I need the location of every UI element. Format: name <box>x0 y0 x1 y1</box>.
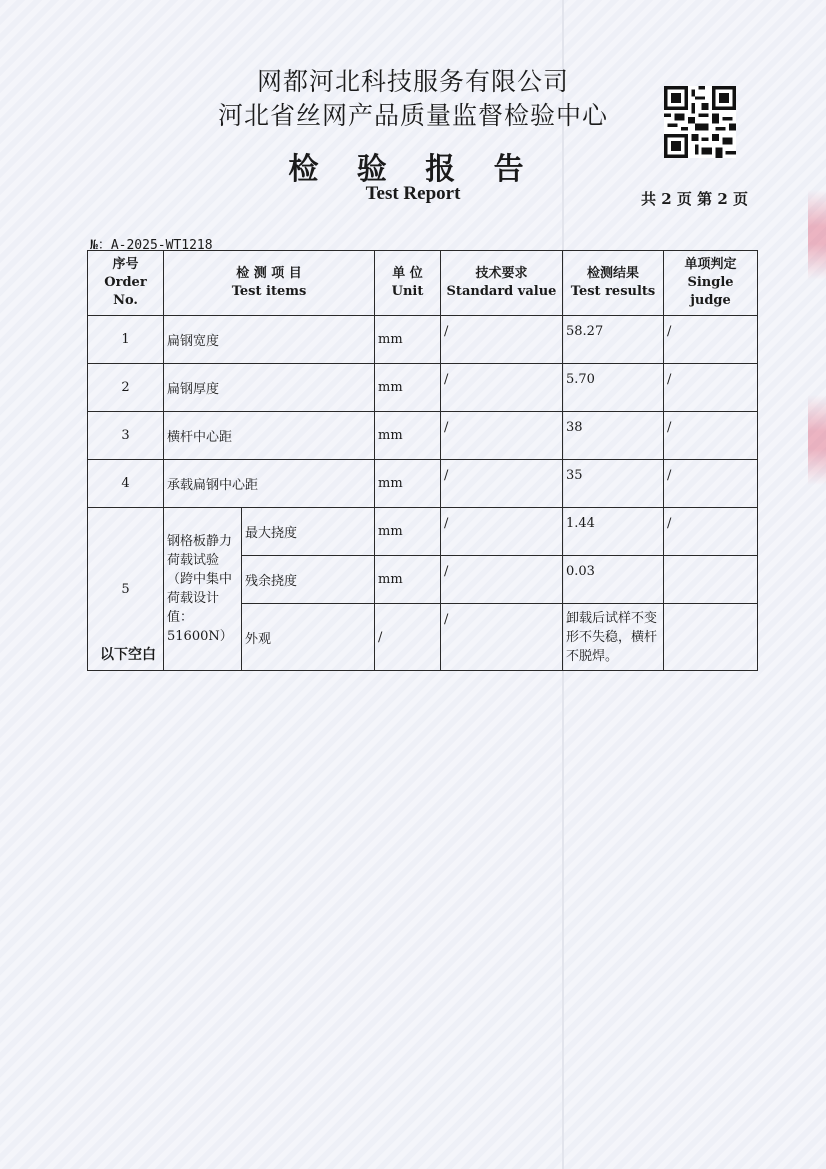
header-items: 检 测 项 目 Test items <box>164 251 375 316</box>
cell-no: 4 <box>88 460 164 508</box>
cell-item: 扁钢厚度 <box>164 364 375 412</box>
cell-unit: mm <box>375 556 441 604</box>
cell-result: 卸载后试样不变形不失稳，横杆不脱焊。 <box>563 604 664 671</box>
seal-edge-mark <box>808 190 826 280</box>
cell-unit: mm <box>375 460 441 508</box>
cell-item: 扁钢宽度 <box>164 316 375 364</box>
cell-standard: / <box>441 556 563 604</box>
report-number: №：A-2025-WT1218 <box>90 238 213 253</box>
cell-result: 35 <box>563 460 664 508</box>
cell-standard: / <box>441 412 563 460</box>
center-name: 河北省丝网产品质量监督检验中心 <box>217 101 608 130</box>
cell-result: 0.03 <box>563 556 664 604</box>
cell-judge: / <box>664 412 758 460</box>
cell-item: 最大挠度 <box>242 508 375 556</box>
cell-result: 38 <box>563 412 664 460</box>
page-count: 共 2 页 第 2 页 <box>641 190 748 208</box>
group-label: 钢格板静力荷载试验（跨中集中荷载设计值：51600N） <box>164 508 242 671</box>
cell-standard: / <box>441 316 563 364</box>
cell-item: 外观 <box>242 604 375 671</box>
cell-standard: / <box>441 508 563 556</box>
cell-no: 3 <box>88 412 164 460</box>
cell-item: 残余挠度 <box>242 556 375 604</box>
cell-unit: mm <box>375 316 441 364</box>
cell-standard: / <box>441 364 563 412</box>
header-result: 检测结果 Test results <box>563 251 664 316</box>
blank-below-note: 以下空白 <box>100 647 156 663</box>
cell-result: 1.44 <box>563 508 664 556</box>
cell-unit: mm <box>375 508 441 556</box>
cell-result: 58.27 <box>563 316 664 364</box>
cell-judge: / <box>664 316 758 364</box>
cell-unit: mm <box>375 412 441 460</box>
header-judge: 单项判定 Single judge <box>664 251 758 316</box>
cell-judge: / <box>664 460 758 508</box>
header-unit: 单 位 Unit <box>375 251 441 316</box>
report-title-en: Test Report <box>365 183 461 204</box>
table-row <box>88 412 758 460</box>
cell-standard: / <box>441 604 563 671</box>
header-standard: 技术要求 Standard value <box>441 251 563 316</box>
company-name: 网都河北科技服务有限公司 <box>256 67 569 96</box>
table-row <box>88 508 758 556</box>
cell-judge <box>664 604 758 671</box>
table-row <box>88 364 758 412</box>
cell-judge: / <box>664 364 758 412</box>
cell-unit: / <box>375 604 441 671</box>
seal-edge-mark <box>808 395 826 485</box>
table-row <box>88 460 758 508</box>
test-results-table <box>87 250 758 671</box>
report-title-cn: 检 验 报 告 <box>288 152 538 187</box>
header-order: 序号 Order No. <box>88 251 164 316</box>
table-row <box>88 316 758 364</box>
table-header-row <box>88 251 758 316</box>
cell-no: 2 <box>88 364 164 412</box>
cell-unit: mm <box>375 364 441 412</box>
cell-item: 横杆中心距 <box>164 412 375 460</box>
cell-judge: / <box>664 508 758 556</box>
cell-no: 5 <box>88 508 164 671</box>
cell-result: 5.70 <box>563 364 664 412</box>
cell-no: 1 <box>88 316 164 364</box>
qr-code-icon <box>664 86 736 158</box>
cell-standard: / <box>441 460 563 508</box>
cell-item: 承载扁钢中心距 <box>164 460 375 508</box>
cell-judge <box>664 556 758 604</box>
